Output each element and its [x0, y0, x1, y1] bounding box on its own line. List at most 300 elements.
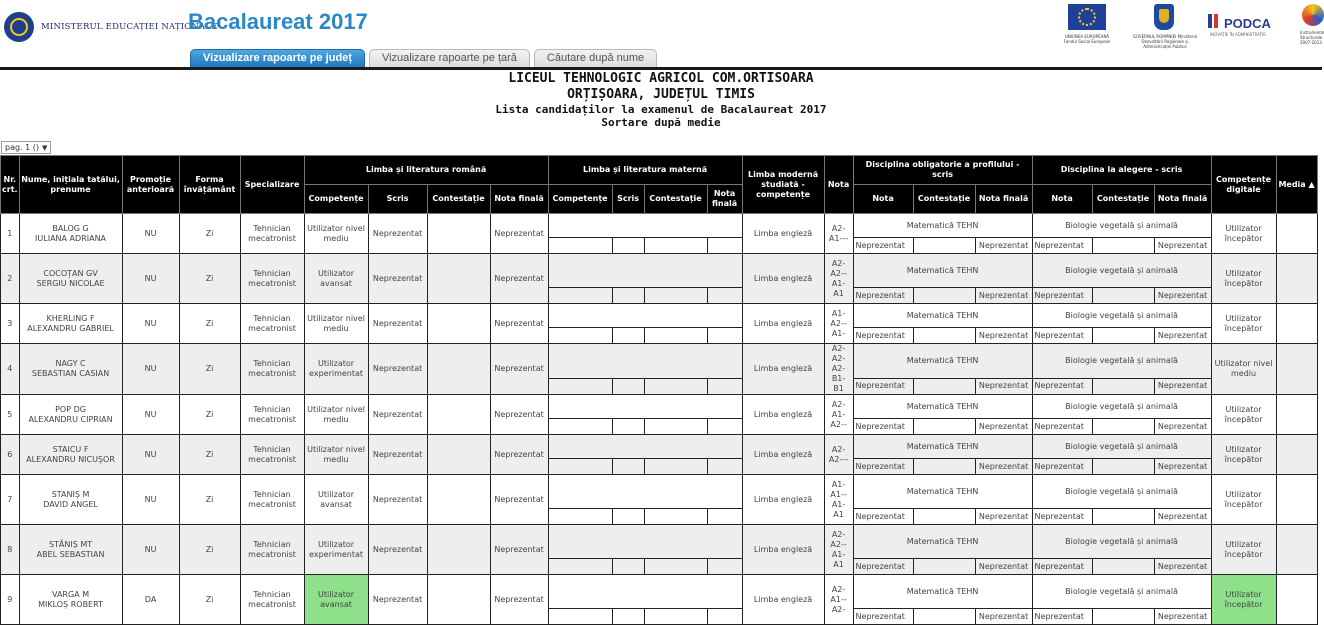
cell-lm-competente — [548, 559, 612, 575]
row-number: 9 — [1, 575, 20, 625]
cell-ro-scris: Neprezentat — [368, 304, 427, 344]
cell-lm-contestatie — [644, 609, 707, 625]
sub-col-scris: Scris — [612, 185, 644, 214]
cell-lm-competente — [548, 459, 612, 475]
table-row — [1, 525, 1318, 559]
cell-ro-nota-finala: Neprezentat — [490, 435, 548, 475]
cell-lm-nota-finala — [707, 378, 742, 394]
cell-nota: A2- A2- A2- B1- B1 — [824, 344, 853, 395]
cell-lm-scris — [612, 609, 644, 625]
candidate-firstname: MIKLOȘ ROBERT — [38, 599, 103, 609]
cell-ro-contestatie — [427, 575, 490, 625]
podca-caption: INOVAȚIE ÎN ADMINISTRAȚIE — [1210, 32, 1266, 37]
cell-nota: A2- A1- A2-- — [824, 395, 853, 435]
col-group-obligatorie: Disciplina obligatorie a profilului - scris — [853, 156, 1032, 185]
page-selector[interactable] — [1, 141, 51, 154]
cell-obl-nota-finala: Neprezentat — [975, 238, 1032, 254]
cell-forma: Zi — [179, 575, 240, 625]
cell-competente-digitale: Utilizator începător — [1211, 525, 1276, 575]
candidate-name — [19, 435, 122, 475]
cell-competente-digitale: Utilizator începător — [1211, 254, 1276, 304]
cell-lm-nota-finala — [707, 419, 742, 435]
cell-lm-empty — [548, 395, 742, 419]
cell-ro-scris: Neprezentat — [368, 395, 427, 435]
cell-forma: Zi — [179, 435, 240, 475]
list-subtitle: Lista candidaților la examenul de Bacalaureat 2017 — [495, 103, 827, 116]
cell-alg-subject: Biologie vegetală și animală — [1032, 254, 1211, 288]
cell-ro-scris: Neprezentat — [368, 435, 427, 475]
cell-ro-contestatie — [427, 435, 490, 475]
cell-limba-moderna: Limba engleză — [742, 475, 824, 525]
cell-alg-subject: Biologie vegetală și animală — [1032, 304, 1211, 328]
candidate-name — [19, 395, 122, 435]
cell-lm-empty — [548, 575, 742, 609]
ministry-brand[interactable] — [4, 12, 218, 42]
cell-specializare: Tehnician mecatronist — [240, 395, 304, 435]
podca-logo-icon — [1208, 14, 1218, 28]
row-number: 3 — [1, 304, 20, 344]
cell-alg-nota-finala: Neprezentat — [1154, 609, 1211, 625]
sub-col-nota-finala: Nota finală — [490, 185, 548, 214]
col-group-romana: Limba și literatura română — [304, 156, 548, 185]
candidate-surname: VARGA M — [51, 589, 90, 599]
partner-logos — [1062, 2, 1322, 62]
tab-search-by-name[interactable]: Căutare după nume — [534, 49, 657, 67]
cell-ro-competente: Utilizator avansat — [304, 254, 368, 304]
candidate-name — [19, 304, 122, 344]
cell-specializare: Tehnician mecatronist — [240, 525, 304, 575]
cell-ro-contestatie — [427, 475, 490, 525]
eu-flag-icon — [1068, 4, 1106, 30]
candidate-firstname: ALEXANDRU CIPRIAN — [28, 414, 113, 424]
candidate-firstname: SEBASTIAN CASIAN — [31, 369, 110, 378]
candidate-surname: NAGY C — [55, 359, 86, 368]
cell-alg-nota-finala: Neprezentat — [1154, 288, 1211, 304]
cell-ro-nota-finala: Neprezentat — [490, 344, 548, 395]
cell-obl-nota: Neprezentat — [853, 459, 913, 475]
cell-obl-nota: Neprezentat — [853, 419, 913, 435]
cell-alg-nota-finala: Neprezentat — [1154, 238, 1211, 254]
col-promotie: Promoție anterioară — [122, 156, 179, 214]
cell-lm-competente — [548, 328, 612, 344]
col-name: Nume, inițiala tatălui, prenume — [19, 156, 122, 214]
cell-alg-nota-finala: Neprezentat — [1154, 459, 1211, 475]
cell-competente-digitale: Utilizator începător — [1211, 435, 1276, 475]
cell-lm-contestatie — [644, 459, 707, 475]
cell-competente-digitale: Utilizator începător — [1211, 475, 1276, 525]
col-nr: Nr. crt. — [1, 156, 20, 214]
col-specializare: Specializare — [240, 156, 304, 214]
cell-lm-contestatie — [644, 238, 707, 254]
cell-ro-scris: Neprezentat — [368, 575, 427, 625]
table-row — [1, 475, 1318, 509]
candidate-name — [19, 525, 122, 575]
cell-alg-contestatie — [1092, 238, 1154, 254]
cell-obl-subject: Matematică TEHN — [853, 254, 1032, 288]
cell-competente-digitale: Utilizator începător — [1211, 575, 1276, 625]
row-number: 7 — [1, 475, 20, 525]
cell-lm-scris — [612, 419, 644, 435]
cell-alg-nota-finala: Neprezentat — [1154, 559, 1211, 575]
cell-alg-nota: Neprezentat — [1032, 509, 1092, 525]
cell-alg-contestatie — [1092, 328, 1154, 344]
ministry-crest-icon — [4, 12, 34, 42]
cell-ro-competente: Utilizator avansat — [304, 475, 368, 525]
cell-forma: Zi — [179, 395, 240, 435]
cell-lm-contestatie — [644, 419, 707, 435]
cell-ro-competente: Utilizator avansat — [304, 575, 368, 625]
sub-col-nota: Nota — [853, 185, 913, 214]
candidate-surname: STĂNIȘ MT — [48, 539, 93, 549]
cell-media — [1276, 214, 1317, 254]
cell-ro-nota-finala: Neprezentat — [490, 575, 548, 625]
cell-lm-nota-finala — [707, 328, 742, 344]
cell-lm-empty — [548, 304, 742, 328]
cell-ro-competente: Utilizator experimentat — [304, 525, 368, 575]
cell-promotie: NU — [122, 475, 179, 525]
cell-obl-subject: Matematică TEHN — [853, 344, 1032, 379]
candidate-firstname: IULIANA ADRIANA — [35, 233, 107, 243]
cell-media — [1276, 395, 1317, 435]
cell-specializare: Tehnician mecatronist — [240, 254, 304, 304]
candidate-firstname: ALEXANDRU NICUȘOR — [26, 454, 115, 464]
cell-obl-nota-finala: Neprezentat — [975, 559, 1032, 575]
cell-media — [1276, 304, 1317, 344]
candidate-firstname: ABEL SEBASTIAN — [36, 549, 105, 559]
cell-lm-nota-finala — [707, 459, 742, 475]
candidate-name — [19, 254, 122, 304]
sub-col-competente: Competențe — [304, 185, 368, 214]
cell-competente-digitale: Utilizator începător — [1211, 304, 1276, 344]
table-row — [1, 344, 1318, 379]
cell-ro-contestatie — [427, 304, 490, 344]
cell-promotie: NU — [122, 395, 179, 435]
cell-nota: A2- A1--- — [824, 214, 853, 254]
cell-specializare: Tehnician mecatronist — [240, 214, 304, 254]
table-row — [1, 575, 1318, 609]
cell-alg-subject: Biologie vegetală și animală — [1032, 575, 1211, 609]
report-tabs — [190, 49, 661, 67]
cell-limba-moderna: Limba engleză — [742, 435, 824, 475]
cell-ro-competente: Utilizator experimentat — [304, 344, 368, 395]
cell-obl-contestatie — [913, 459, 975, 475]
cell-obl-subject: Matematică TEHN — [853, 304, 1032, 328]
cell-obl-nota: Neprezentat — [853, 609, 913, 625]
cell-ro-scris: Neprezentat — [368, 475, 427, 525]
cell-media — [1276, 575, 1317, 625]
cell-competente-digitale: Utilizator nivel mediu — [1211, 344, 1276, 395]
cell-obl-contestatie — [913, 238, 975, 254]
page-header — [0, 0, 1322, 68]
cell-obl-nota-finala: Neprezentat — [975, 328, 1032, 344]
cell-promotie: NU — [122, 214, 179, 254]
cell-limba-moderna: Limba engleză — [742, 575, 824, 625]
cell-forma: Zi — [179, 344, 240, 395]
cell-obl-nota: Neprezentat — [853, 328, 913, 344]
col-media-sort[interactable]: Media ▲ — [1276, 156, 1317, 214]
cell-obl-nota: Neprezentat — [853, 559, 913, 575]
candidate-surname: KHERLING F — [46, 313, 95, 323]
cell-limba-moderna: Limba engleză — [742, 525, 824, 575]
government-crest-icon — [1154, 4, 1174, 30]
chevron-down-icon: ▼ — [42, 144, 48, 152]
cell-obl-subject: Matematică TEHN — [853, 525, 1032, 559]
cell-alg-contestatie — [1092, 378, 1154, 394]
cell-specializare: Tehnician mecatronist — [240, 435, 304, 475]
cell-obl-contestatie — [913, 288, 975, 304]
cell-ro-nota-finala: Neprezentat — [490, 304, 548, 344]
cell-media — [1276, 344, 1317, 395]
cell-ro-nota-finala: Neprezentat — [490, 254, 548, 304]
row-number: 2 — [1, 254, 20, 304]
sub-col-nota: Nota — [1032, 185, 1092, 214]
cell-alg-nota: Neprezentat — [1032, 378, 1092, 394]
school-info — [0, 70, 1322, 129]
cell-alg-contestatie — [1092, 419, 1154, 435]
sub-col-contestatie: Contestație — [644, 185, 707, 214]
cell-alg-subject: Biologie vegetală și animală — [1032, 214, 1211, 238]
results-body — [1, 214, 1318, 625]
cell-promotie: NU — [122, 344, 179, 395]
cell-forma: Zi — [179, 525, 240, 575]
cell-lm-competente — [548, 288, 612, 304]
cell-lm-competente — [548, 419, 612, 435]
cell-ro-contestatie — [427, 254, 490, 304]
cell-ro-contestatie — [427, 344, 490, 395]
cell-limba-moderna: Limba engleză — [742, 344, 824, 395]
cell-obl-nota: Neprezentat — [853, 509, 913, 525]
cell-lm-contestatie — [644, 328, 707, 344]
cell-ro-contestatie — [427, 525, 490, 575]
table-row — [1, 254, 1318, 288]
row-number: 4 — [1, 344, 20, 395]
col-group-alegere: Disciplina la alegere - scris — [1032, 156, 1211, 185]
cell-promotie: NU — [122, 435, 179, 475]
cell-limba-moderna: Limba engleză — [742, 254, 824, 304]
podca-name: PODCA — [1224, 16, 1271, 31]
sub-col-contestatie: Contestație — [427, 185, 490, 214]
cell-alg-nota: Neprezentat — [1032, 328, 1092, 344]
sub-col-nota-finala: Nota finală — [707, 185, 742, 214]
cell-lm-scris — [612, 328, 644, 344]
cell-obl-subject: Matematică TEHN — [853, 395, 1032, 419]
cell-nota: A1- A1-- A1- A1 — [824, 475, 853, 525]
cell-ro-nota-finala: Neprezentat — [490, 475, 548, 525]
cell-promotie: NU — [122, 254, 179, 304]
row-number: 8 — [1, 525, 20, 575]
cell-competente-digitale: Utilizator începător — [1211, 214, 1276, 254]
cell-obl-nota-finala: Neprezentat — [975, 419, 1032, 435]
cell-limba-moderna: Limba engleză — [742, 395, 824, 435]
cell-nota: A2- A2-- A1- A1 — [824, 525, 853, 575]
cell-ro-scris: Neprezentat — [368, 525, 427, 575]
cell-media — [1276, 525, 1317, 575]
cell-alg-nota: Neprezentat — [1032, 288, 1092, 304]
cell-obl-contestatie — [913, 509, 975, 525]
structural-funds-icon — [1302, 4, 1324, 26]
cell-media — [1276, 475, 1317, 525]
cell-lm-competente — [548, 509, 612, 525]
cell-lm-contestatie — [644, 559, 707, 575]
sub-col-nota-finala: Nota finală — [1154, 185, 1211, 214]
cell-ro-competente: Utilizator nivel mediu — [304, 395, 368, 435]
school-location: ORȚIȘOARA, JUDEȚUL TIMIS — [567, 87, 755, 102]
cell-obl-subject: Matematică TEHN — [853, 575, 1032, 609]
cell-ro-competente: Utilizator nivel mediu — [304, 214, 368, 254]
eu-caption: UNIUNEA EUROPEANĂ Fondul Social European — [1063, 34, 1111, 44]
cell-alg-nota-finala: Neprezentat — [1154, 378, 1211, 394]
col-group-materna: Limba și literatura maternă — [548, 156, 742, 185]
cell-forma: Zi — [179, 475, 240, 525]
cell-limba-moderna: Limba engleză — [742, 214, 824, 254]
cell-ro-nota-finala: Neprezentat — [490, 395, 548, 435]
cell-lm-empty — [548, 525, 742, 559]
candidate-firstname: ALEXANDRU GABRIEL — [27, 323, 114, 333]
tab-country-reports[interactable]: Vizualizare rapoarte pe țară — [369, 49, 530, 67]
cell-ro-competente: Utilizator nivel mediu — [304, 435, 368, 475]
cell-alg-nota: Neprezentat — [1032, 419, 1092, 435]
page-selector-label: pag. 1 () — [5, 143, 40, 152]
cell-ro-contestatie — [427, 214, 490, 254]
cell-specializare: Tehnician mecatronist — [240, 304, 304, 344]
col-competente-digitale: Competențe digitale — [1211, 156, 1276, 214]
cell-lm-empty — [548, 475, 742, 509]
cell-specializare: Tehnician mecatronist — [240, 575, 304, 625]
cell-alg-subject: Biologie vegetală și animală — [1032, 475, 1211, 509]
cell-lm-scris — [612, 378, 644, 394]
candidate-name — [19, 344, 122, 395]
sub-col-contestatie: Contestație — [1092, 185, 1154, 214]
candidate-firstname: DAVID ANGEL — [43, 499, 98, 509]
cell-lm-scris — [612, 459, 644, 475]
sort-label: Sortare după medie — [601, 116, 721, 129]
cell-specializare: Tehnician mecatronist — [240, 475, 304, 525]
cell-alg-contestatie — [1092, 288, 1154, 304]
cell-lm-nota-finala — [707, 609, 742, 625]
cell-alg-contestatie — [1092, 609, 1154, 625]
cell-lm-contestatie — [644, 378, 707, 394]
col-forma: Forma învățământ — [179, 156, 240, 214]
cell-lm-scris — [612, 509, 644, 525]
candidate-firstname: SERGIU NICOLAE — [36, 278, 105, 288]
tab-county-reports[interactable]: Vizualizare rapoarte pe județ — [190, 49, 365, 67]
cell-lm-competente — [548, 238, 612, 254]
cell-ro-scris: Neprezentat — [368, 254, 427, 304]
candidate-surname: POP DG — [55, 404, 86, 414]
candidate-surname: STANIȘ M — [51, 489, 90, 499]
structural-funds-caption: Instrumente Structurale 2007-2013 — [1300, 30, 1324, 45]
cell-alg-nota-finala: Neprezentat — [1154, 509, 1211, 525]
col-limba-moderna: Limba modernă studiată - competențe — [742, 156, 824, 214]
cell-alg-contestatie — [1092, 509, 1154, 525]
cell-lm-competente — [548, 378, 612, 394]
row-number: 5 — [1, 395, 20, 435]
cell-media — [1276, 254, 1317, 304]
cell-alg-subject: Biologie vegetală și animală — [1032, 435, 1211, 459]
sub-col-competente: Competențe — [548, 185, 612, 214]
table-row — [1, 435, 1318, 459]
col-nota: Nota — [824, 156, 853, 214]
school-name: LICEUL TEHNOLOGIC AGRICOL COM.ORTISOARA — [508, 71, 814, 86]
cell-obl-nota-finala: Neprezentat — [975, 509, 1032, 525]
cell-nota: A2- A2--- — [824, 435, 853, 475]
cell-ro-nota-finala: Neprezentat — [490, 214, 548, 254]
table-row — [1, 395, 1318, 419]
ministry-name: MINISTERUL EDUCAȚIEI NAȚIONALE — [41, 22, 218, 32]
sub-col-nota-finala: Nota finală — [975, 185, 1032, 214]
cell-alg-nota: Neprezentat — [1032, 459, 1092, 475]
cell-obl-subject: Matematică TEHN — [853, 475, 1032, 509]
cell-obl-contestatie — [913, 609, 975, 625]
cell-obl-contestatie — [913, 419, 975, 435]
cell-specializare: Tehnician mecatronist — [240, 344, 304, 395]
cell-obl-subject: Matematică TEHN — [853, 435, 1032, 459]
app-title: Bacalaureat 2017 — [188, 9, 368, 34]
candidate-name — [19, 214, 122, 254]
row-number: 6 — [1, 435, 20, 475]
cell-ro-scris: Neprezentat — [368, 344, 427, 395]
gov-caption: GUVERNUL ROMÂNIEI Ministerul Dezvoltării Regionale și Administrației Publice — [1132, 34, 1198, 49]
cell-alg-nota-finala: Neprezentat — [1154, 419, 1211, 435]
cell-lm-empty — [548, 214, 742, 238]
cell-nota: A2- A2-- A1- A1 — [824, 254, 853, 304]
cell-alg-nota-finala: Neprezentat — [1154, 328, 1211, 344]
cell-lm-empty — [548, 254, 742, 288]
cell-lm-competente — [548, 609, 612, 625]
cell-lm-empty — [548, 435, 742, 459]
cell-lm-contestatie — [644, 509, 707, 525]
cell-forma: Zi — [179, 214, 240, 254]
row-number: 1 — [1, 214, 20, 254]
cell-lm-scris — [612, 559, 644, 575]
cell-media — [1276, 435, 1317, 475]
cell-nota: A1- A2-- A1- — [824, 304, 853, 344]
cell-alg-subject: Biologie vegetală și animală — [1032, 395, 1211, 419]
cell-ro-nota-finala: Neprezentat — [490, 525, 548, 575]
cell-alg-subject: Biologie vegetală și animală — [1032, 525, 1211, 559]
results-table — [0, 155, 1318, 625]
cell-alg-nota: Neprezentat — [1032, 559, 1092, 575]
table-row — [1, 304, 1318, 328]
cell-lm-scris — [612, 238, 644, 254]
cell-ro-scris: Neprezentat — [368, 214, 427, 254]
cell-alg-contestatie — [1092, 459, 1154, 475]
sub-col-contestatie: Contestație — [913, 185, 975, 214]
table-row — [1, 214, 1318, 238]
cell-ro-contestatie — [427, 395, 490, 435]
cell-obl-contestatie — [913, 559, 975, 575]
cell-nota: A2- A1-- A2- — [824, 575, 853, 625]
cell-forma: Zi — [179, 304, 240, 344]
cell-alg-subject: Biologie vegetală și animală — [1032, 344, 1211, 379]
cell-alg-nota: Neprezentat — [1032, 238, 1092, 254]
candidate-surname: STAICU F — [52, 444, 89, 454]
cell-obl-contestatie — [913, 378, 975, 394]
cell-competente-digitale: Utilizator începător — [1211, 395, 1276, 435]
cell-obl-nota: Neprezentat — [853, 238, 913, 254]
candidate-surname: COCOȚAN GV — [43, 268, 98, 278]
cell-limba-moderna: Limba engleză — [742, 304, 824, 344]
cell-promotie: DA — [122, 575, 179, 625]
sub-col-scris: Scris — [368, 185, 427, 214]
cell-alg-nota: Neprezentat — [1032, 609, 1092, 625]
cell-lm-scris — [612, 288, 644, 304]
cell-lm-nota-finala — [707, 509, 742, 525]
cell-forma: Zi — [179, 254, 240, 304]
cell-obl-nota: Neprezentat — [853, 288, 913, 304]
candidate-name — [19, 575, 122, 625]
cell-lm-nota-finala — [707, 238, 742, 254]
